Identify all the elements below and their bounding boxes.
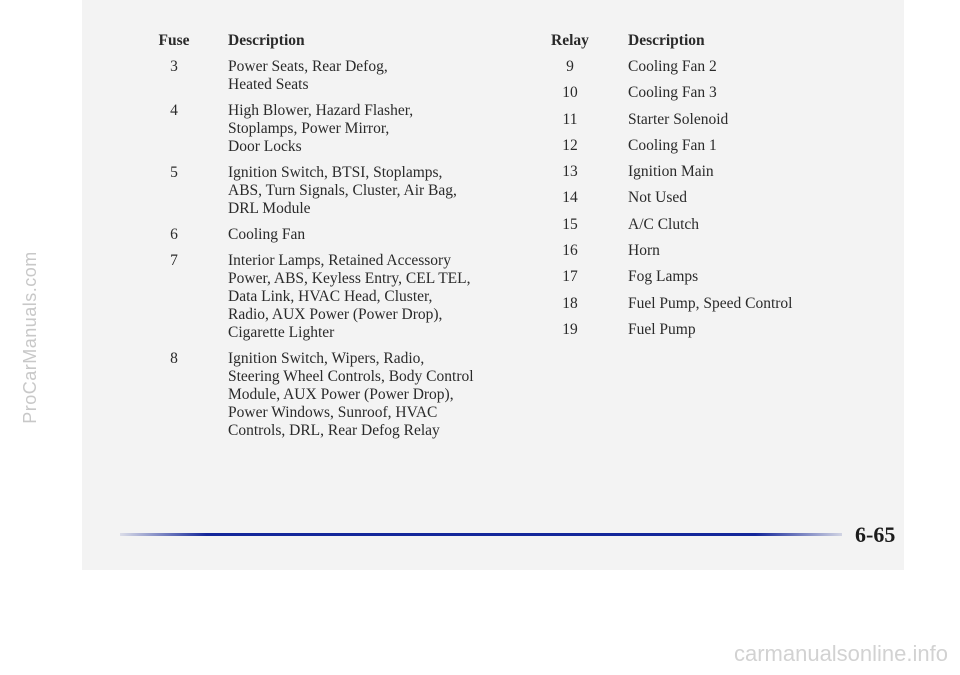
- fuse-description-line: Data Link, HVAC Head, Cluster,: [228, 288, 433, 305]
- relay-description: Horn: [628, 242, 660, 260]
- relay-row: [546, 189, 866, 215]
- fuse-description-line: Power, ABS, Keyless Entry, CEL TEL,: [228, 270, 471, 287]
- fuse-table: [150, 32, 500, 448]
- relay-header-description: Description: [628, 32, 705, 49]
- relay-description: Starter Solenoid: [628, 110, 729, 128]
- fuse-description-line: Ignition Switch, BTSI, Stoplamps,: [228, 164, 443, 181]
- relay-description: Cooling Fan 1: [628, 136, 717, 154]
- relay-number: 15: [562, 215, 578, 233]
- page-number: 6-65: [855, 522, 896, 547]
- relay-description: Fuel Pump, Speed Control: [628, 294, 793, 312]
- fuse-description-line: Power Seats, Rear Defog,: [228, 58, 388, 75]
- relay-description: Cooling Fan 3: [628, 84, 717, 102]
- relay-number: 19: [562, 320, 578, 338]
- fuse-description-line: Stoplamps, Power Mirror,: [228, 120, 390, 137]
- fuse-header-number: Fuse: [158, 32, 190, 49]
- fuse-row: [150, 350, 500, 440]
- fuse-number: 7: [170, 252, 178, 269]
- fuse-description: [228, 226, 498, 244]
- fuse-description-line: High Blower, Hazard Flasher,: [228, 102, 414, 119]
- fuse-number: 5: [170, 164, 178, 181]
- fuse-description-line: Heated Seats: [228, 76, 309, 93]
- fuse-number: 4: [170, 102, 178, 119]
- fuse-row: [150, 252, 500, 342]
- fuse-description: [228, 164, 498, 218]
- fuse-description-line: Power Windows, Sunroof, HVAC: [228, 404, 438, 421]
- fuse-table-header: [150, 32, 500, 50]
- fuse-description-line: Door Locks: [228, 138, 302, 155]
- footer-rule: [120, 533, 842, 536]
- relay-number: 11: [562, 110, 578, 128]
- relay-description: Not Used: [628, 189, 687, 207]
- fuse-description-line: Interior Lamps, Retained Accessory: [228, 252, 451, 269]
- relay-number: 18: [562, 294, 578, 312]
- relay-description: A/C Clutch: [628, 215, 700, 233]
- fuse-description: [228, 58, 498, 94]
- side-watermark: [10, 0, 50, 675]
- fuse-description-line: Cooling Fan: [228, 226, 306, 243]
- relay-row: [546, 84, 866, 110]
- relay-row: [546, 163, 866, 189]
- fuse-row: [150, 226, 500, 244]
- fuse-description-line: Ignition Switch, Wipers, Radio,: [228, 350, 425, 367]
- relay-row: [546, 111, 866, 137]
- relay-row: [546, 295, 866, 321]
- relay-description: Fuel Pump: [628, 320, 696, 338]
- fuse-number: 3: [170, 58, 178, 75]
- fuse-row: [150, 164, 500, 218]
- bottom-watermark: carmanualsonline.info: [733, 641, 948, 666]
- relay-number: 10: [562, 84, 578, 102]
- relay-number: 17: [562, 268, 578, 286]
- fuse-description-line: Steering Wheel Controls, Body Control: [228, 368, 474, 385]
- fuse-row: [150, 58, 500, 94]
- relay-description: Ignition Main: [628, 163, 714, 181]
- fuse-description-line: Module, AUX Power (Power Drop),: [228, 386, 454, 403]
- fuse-number: 8: [170, 350, 178, 367]
- fuse-row: [150, 102, 500, 156]
- relay-header-number: Relay: [551, 32, 589, 49]
- fuse-description-line: Cigarette Lighter: [228, 324, 335, 341]
- relay-number: 16: [562, 242, 578, 260]
- fuse-header-description: Description: [228, 32, 305, 49]
- relay-number: 13: [562, 163, 578, 181]
- relay-description: Fog Lamps: [628, 268, 699, 286]
- relay-description: Cooling Fan 2: [628, 58, 717, 75]
- relay-number: 9: [566, 58, 574, 75]
- fuse-description-line: Radio, AUX Power (Power Drop),: [228, 306, 443, 323]
- relay-table: [546, 32, 866, 347]
- fuse-description-line: DRL Module: [228, 200, 311, 217]
- relay-row: [546, 58, 866, 84]
- side-watermark-text: ProCarManuals.com: [19, 251, 40, 424]
- relay-row: [546, 137, 866, 163]
- fuse-description: [228, 102, 498, 156]
- relay-row: [546, 268, 866, 294]
- relay-row: [546, 321, 866, 347]
- fuse-number: 6: [170, 226, 178, 243]
- relay-table-header: [546, 32, 866, 50]
- relay-row: [546, 216, 866, 242]
- fuse-description-line: Controls, DRL, Rear Defog Relay: [228, 422, 440, 439]
- relay-number: 14: [562, 189, 578, 207]
- fuse-description: [228, 252, 498, 342]
- fuse-description-line: ABS, Turn Signals, Cluster, Air Bag,: [228, 182, 457, 199]
- fuse-description: [228, 350, 498, 440]
- relay-number: 12: [562, 136, 578, 154]
- relay-row: [546, 242, 866, 268]
